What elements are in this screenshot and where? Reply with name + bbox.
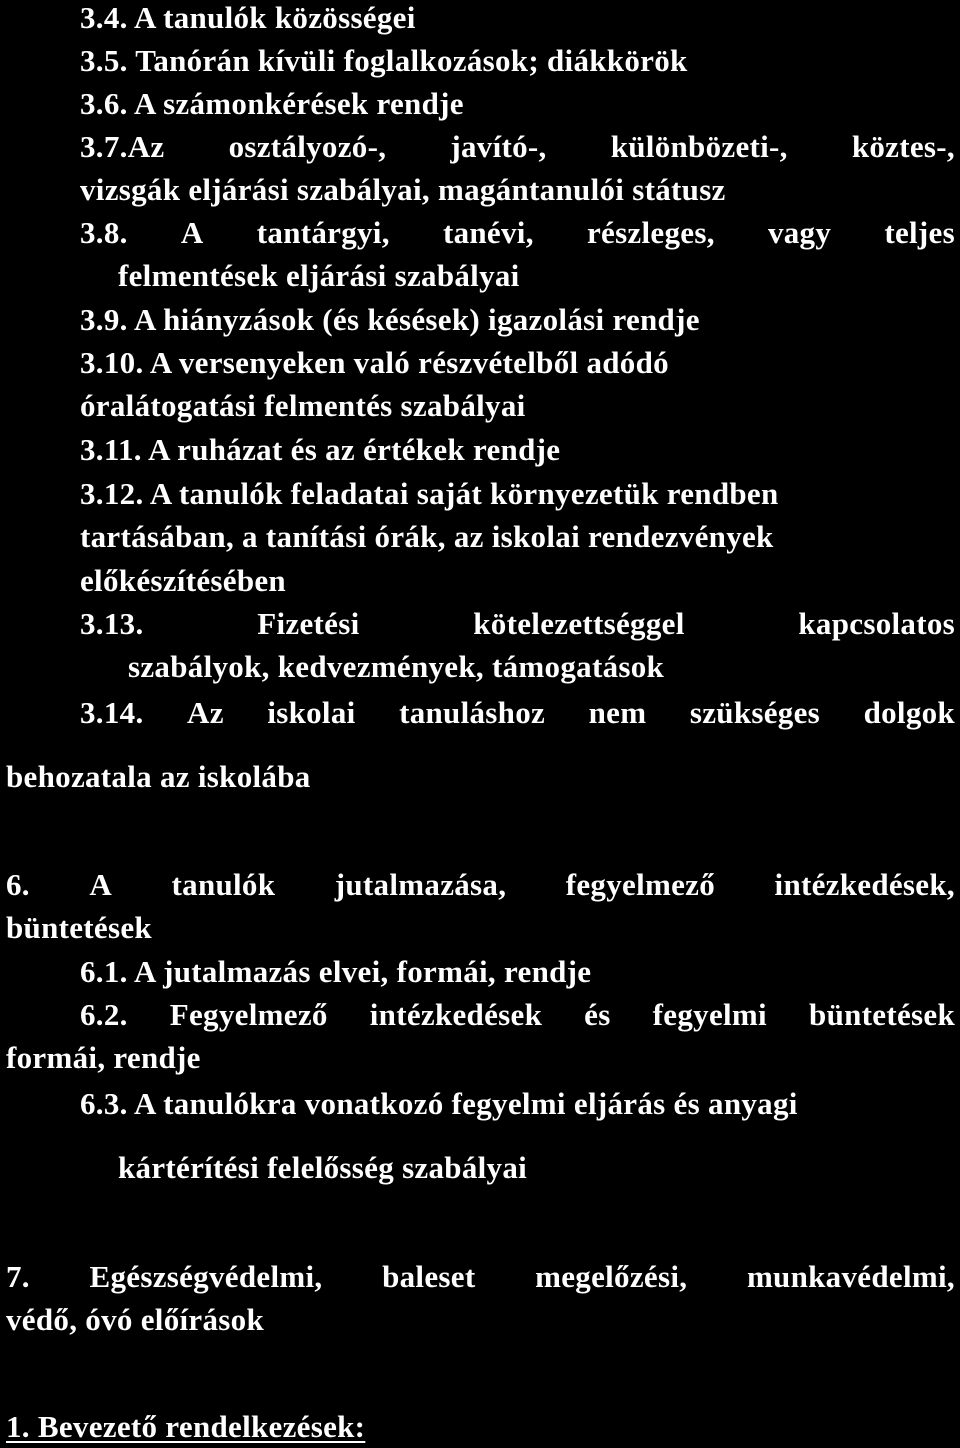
word: 3.8. [80, 215, 128, 250]
word: munkavédelmi, [746, 1259, 955, 1294]
word: Fizetési [257, 606, 360, 641]
word: különbözeti-, [610, 129, 788, 164]
word: jutalmazása, [334, 867, 507, 902]
word: A [89, 867, 113, 902]
item-3-10-line2: óralátogatási felmentés szabályai [80, 388, 526, 423]
item-3-7-line2: vizsgák eljárási szabályai, magántanulói státusz [80, 172, 726, 207]
item-3-9: 3.9. A hiányzások (és késések) igazolási rendje [80, 302, 700, 337]
word: 6. [6, 867, 30, 902]
word: megelőzési, [535, 1259, 688, 1294]
word: 6.2. [80, 997, 128, 1032]
word: 3.14. [80, 695, 144, 730]
item-3-8-line1 [80, 217, 955, 248]
item-3-7-line1 [80, 131, 955, 162]
word: 7. [6, 1259, 30, 1294]
item-3-12-line1: 3.12. A tanulók feladatai saját környezetük rendben [80, 476, 779, 511]
item-3-12-line2: tartásában, a tanítási órák, az iskolai rendezvények [80, 519, 774, 554]
word: intézkedések [369, 997, 543, 1032]
word: teljes [884, 215, 955, 250]
word: szükséges [689, 695, 821, 730]
word: Fegyelmező [169, 997, 328, 1032]
word: tanulók [171, 867, 276, 902]
item-3-13-line2: szabályok, kedvezmények, támogatások [128, 649, 665, 684]
section-6-heading-line2: büntetések [6, 910, 152, 945]
word: köztes-, [851, 129, 955, 164]
item-3-8-line2: felmentések eljárási szabályai [118, 258, 520, 293]
item-3-12-line3: előkészítésében [80, 563, 286, 598]
word: és [584, 997, 611, 1032]
word: kötelezettséggel [473, 606, 685, 641]
word: intézkedések, [774, 867, 955, 902]
word: nem [588, 695, 647, 730]
word: tantárgyi, [256, 215, 390, 250]
word: 3.7.Az [80, 129, 165, 164]
word: részleges, [586, 215, 715, 250]
item-6-3-line2: kártérítési felelősség szabályai [118, 1150, 528, 1185]
word: fegyelmi [652, 997, 767, 1032]
word: tanuláshoz [399, 695, 546, 730]
item-6-3-line1: 6.3. A tanulókra vonatkozó fegyelmi eljárás és anyagi [80, 1086, 798, 1121]
word: fegyelmező [565, 867, 716, 902]
item-3-6: 3.6. A számonkérések rendje [80, 86, 464, 121]
section-7-heading-line1 [6, 1261, 955, 1292]
item-3-14-line2: behozatala az iskolába [6, 759, 311, 794]
item-3-10-line1: 3.10. A versenyeken való részvételből adódó [80, 345, 669, 380]
item-3-5: 3.5. Tanórán kívüli foglalkozások; diákkörök [80, 43, 688, 78]
section-6-heading-line1 [6, 869, 955, 900]
word: dolgok [863, 695, 955, 730]
word: Egészségvédelmi, [89, 1259, 323, 1294]
word: Az [187, 695, 224, 730]
word: vagy [767, 215, 832, 250]
word: javító-, [450, 129, 547, 164]
word: kapcsolatos [798, 606, 955, 641]
item-3-14-line1 [80, 697, 955, 728]
item-3-13-line1 [80, 608, 955, 639]
word: 3.13. [80, 606, 144, 641]
word: osztályozó-, [228, 129, 387, 164]
section-1-heading: 1. Bevezető rendelkezések: [6, 1409, 366, 1444]
word: iskolai [267, 695, 356, 730]
item-3-11: 3.11. A ruházat és az értékek rendje [80, 432, 561, 467]
word: büntetések [809, 997, 955, 1032]
word: tanévi, [442, 215, 534, 250]
item-6-1: 6.1. A jutalmazás elvei, formái, rendje [80, 954, 592, 989]
item-6-2-line1 [80, 999, 955, 1030]
item-6-2-line2: formái, rendje [6, 1040, 201, 1075]
word: baleset [382, 1259, 476, 1294]
word: A [180, 215, 204, 250]
item-3-4: 3.4. A tanulók közösségei [80, 0, 416, 35]
section-7-heading-line2: védő, óvó előírások [6, 1302, 264, 1337]
